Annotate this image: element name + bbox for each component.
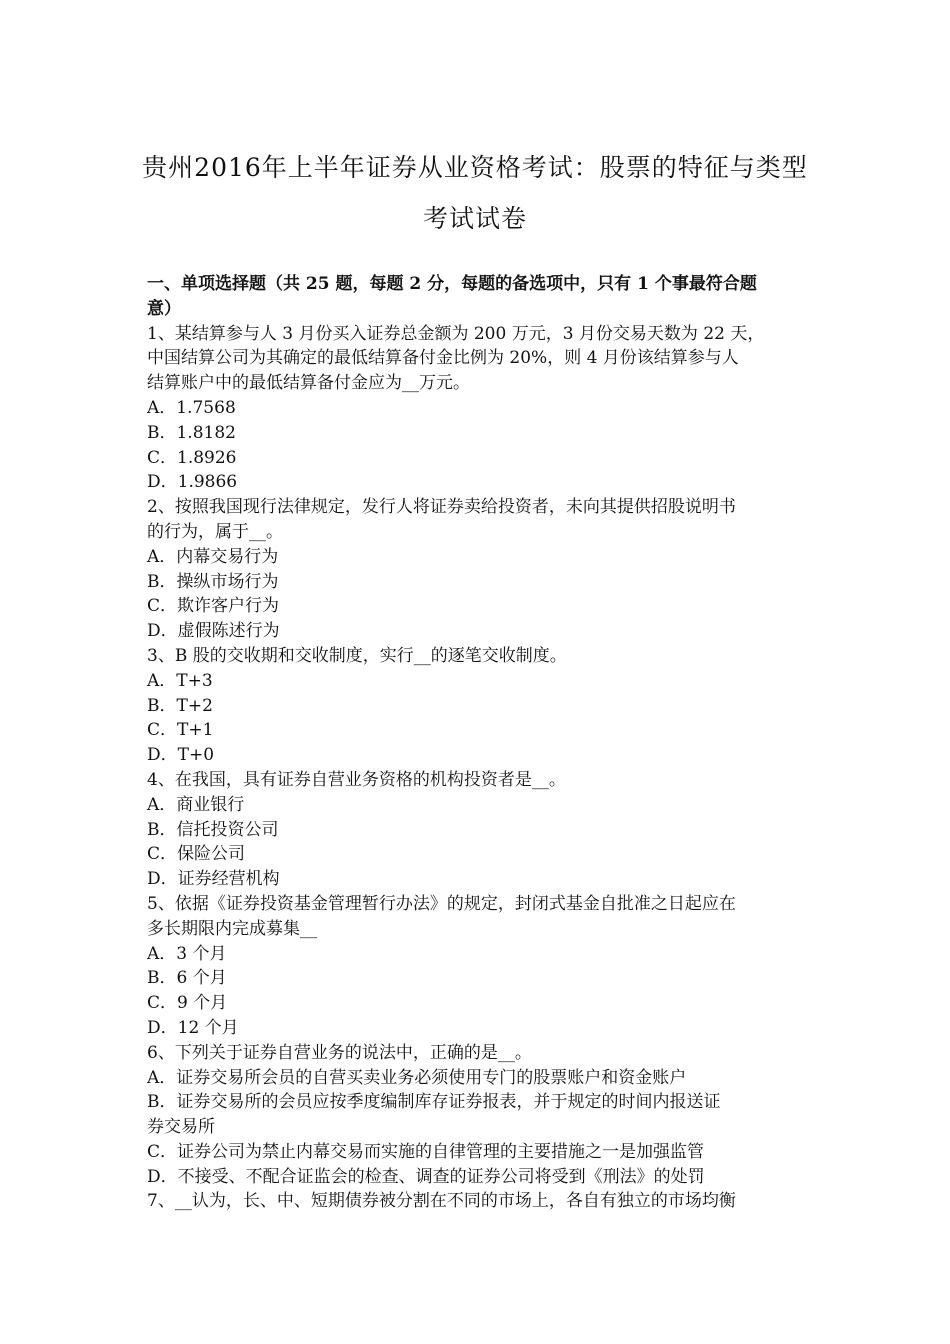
text-line: 的行为，属于__。 xyxy=(147,521,283,542)
text-line: B．证券交易所的会员应按季度编制库存证券报表，并于规定的时间内报送证 xyxy=(147,1092,721,1113)
text-line: D．不接受、不配合证监会的检查、调查的证券公司将受到《刑法》的处罚 xyxy=(147,1166,705,1187)
text-line: 多长期限内完成募集__ xyxy=(147,918,317,939)
text-line: C．9 个月 xyxy=(147,993,228,1014)
text-line: D．12 个月 xyxy=(147,1017,239,1038)
text-line: B．操纵市场行为 xyxy=(147,571,279,592)
text-line: A．商业银行 xyxy=(147,794,245,815)
text-line: 4、在我国，具有证券自营业务资格的机构投资者是__。 xyxy=(147,769,566,790)
text-line: B．信托投资公司 xyxy=(147,819,279,840)
text-line: 结算账户中的最低结算备付金应为__万元。 xyxy=(147,373,470,394)
text-line: A．T+3 xyxy=(147,670,213,691)
text-line: C．证券公司为禁止内幕交易而实施的自律管理的主要措施之一是加强监管 xyxy=(147,1141,705,1162)
text-line: C．保险公司 xyxy=(147,844,246,865)
text-line: 5、依据《证券投资基金管理暂行办法》的规定，封闭式基金自批准之日起应在 xyxy=(147,893,736,914)
text-line: 券交易所 xyxy=(147,1117,215,1138)
text-line: 3、B 股的交收期和交收制度，实行__的逐笔交收制度。 xyxy=(147,645,567,666)
text-line: C．欺诈客户行为 xyxy=(147,596,280,617)
text-line: A．内幕交易行为 xyxy=(147,546,279,567)
section-heading-line-2: 意） xyxy=(147,298,181,319)
text-line: 7、__认为，长、中、短期债券被分割在不同的市场上，各自有独立的市场均衡 xyxy=(147,1191,736,1212)
text-line: B．T+2 xyxy=(147,695,213,716)
text-line: C．T+1 xyxy=(147,720,214,741)
text-line: A．3 个月 xyxy=(147,943,227,964)
text-line: D．虚假陈述行为 xyxy=(147,621,280,642)
text-line: D．1.9866 xyxy=(147,472,238,493)
text-line: A．证券交易所会员的自营买卖业务必须使用专门的股票账户和资金账户 xyxy=(147,1067,687,1088)
text-line: 2、按照我国现行法律规定，发行人将证券卖给投资者，未向其提供招股说明书 xyxy=(147,497,736,518)
question-list xyxy=(147,322,812,1215)
text-line: D．T+0 xyxy=(147,745,215,766)
document-title-line-2: 考试试卷 xyxy=(422,204,527,233)
text-line: 1、某结算参与人 3 月份买入证券总金额为 200 万元，3 月份交易天数为 22 天， xyxy=(147,323,765,344)
text-line: A．1.7568 xyxy=(147,397,236,418)
document-title-line-1: 贵州2016年上半年证券从业资格考试：股票的特征与类型 xyxy=(142,153,808,182)
text-line: 中国结算公司为其确定的最低结算备付金比例为 20%，则 4 月份该结算参与人 xyxy=(147,348,739,369)
text-line: 6、下列关于证券自营业务的说法中，正确的是__。 xyxy=(147,1042,532,1063)
text-line: C．1.8926 xyxy=(147,447,237,468)
text-line: B．6 个月 xyxy=(147,968,227,989)
document-body xyxy=(147,272,812,1214)
section-heading-line-1: 一、单项选择题（共 25 题，每题 2 分，每题的备选项中，只有 1 个事最符合题 xyxy=(147,274,757,294)
text-line: D．证券经营机构 xyxy=(147,869,280,890)
text-line: B．1.8182 xyxy=(147,422,236,443)
